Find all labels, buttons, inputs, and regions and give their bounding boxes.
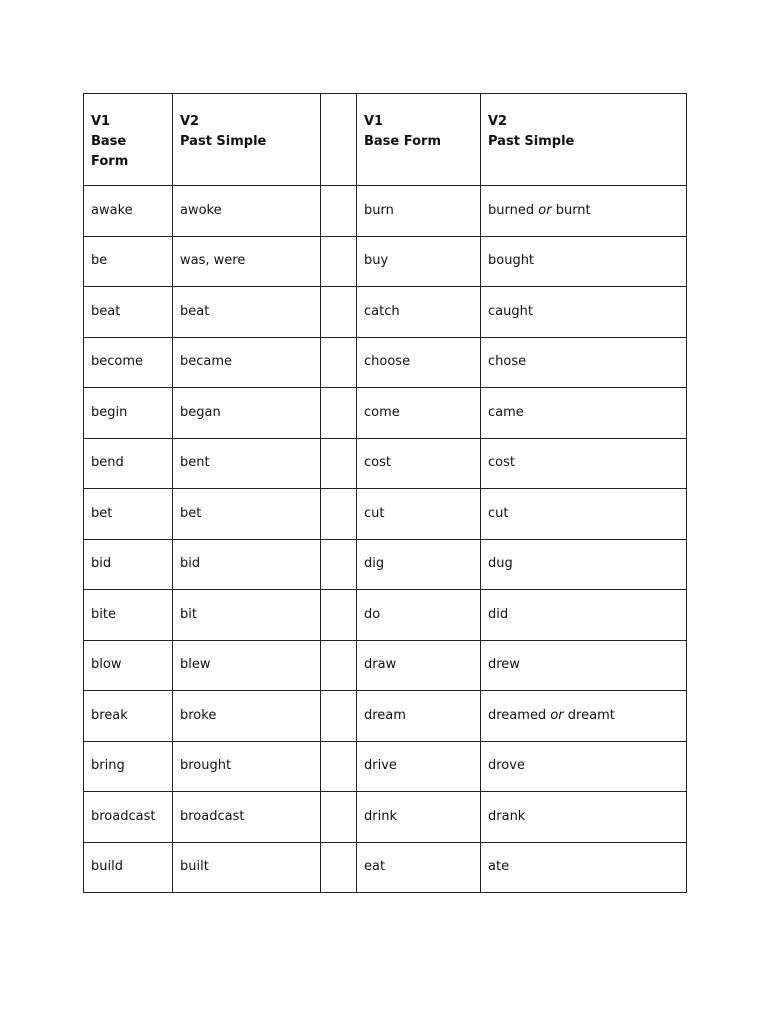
v2-past-simple-cell: broadcast [173, 792, 321, 843]
v2-past-simple-cell: caught [481, 287, 687, 338]
header-v2-left [173, 94, 321, 186]
verb-form: dreamt [567, 707, 615, 723]
spacer-cell [321, 792, 357, 843]
v2-past-simple-cell: cut [481, 489, 687, 540]
v2-past-simple-cell: began [173, 388, 321, 439]
v1-base-form-cell: bite [84, 590, 173, 641]
v2-past-simple-cell: ate [481, 842, 687, 893]
table-row [84, 337, 687, 388]
v2-past-simple-cell: cost [481, 438, 687, 489]
spacer-cell [321, 842, 357, 893]
table-row [84, 640, 687, 691]
v2-past-simple-cell [481, 186, 687, 237]
spacer-cell [321, 741, 357, 792]
v1-base-form-cell: beat [84, 287, 173, 338]
v2-past-simple-cell: bet [173, 489, 321, 540]
v1-base-form-cell: catch [357, 287, 481, 338]
v2-past-simple-cell [481, 691, 687, 742]
header-label: Past Simple [180, 134, 267, 149]
v2-past-simple-cell: became [173, 337, 321, 388]
v1-base-form-cell: drive [357, 741, 481, 792]
v1-base-form-cell: break [84, 691, 173, 742]
spacer-cell [321, 590, 357, 641]
spacer-cell [321, 236, 357, 287]
v1-base-form-cell: blow [84, 640, 173, 691]
v2-past-simple-cell: built [173, 842, 321, 893]
header-v2-right [481, 94, 687, 186]
v1-base-form-cell: build [84, 842, 173, 893]
spacer-cell [321, 640, 357, 691]
v2-past-simple-cell: did [481, 590, 687, 641]
table-header-row [84, 94, 687, 186]
v1-base-form-cell: become [84, 337, 173, 388]
v1-base-form-cell: broadcast [84, 792, 173, 843]
spacer-cell [321, 691, 357, 742]
header-label: Past Simple [488, 134, 575, 149]
table-row [84, 186, 687, 237]
v2-past-simple-cell: bid [173, 539, 321, 590]
verb-form: dreamed [488, 707, 547, 723]
table-row [84, 590, 687, 641]
v2-past-simple-cell: broke [173, 691, 321, 742]
or-connector: or [550, 707, 564, 723]
v2-past-simple-cell: dug [481, 539, 687, 590]
header-label: V2 [180, 114, 200, 129]
v2-past-simple-cell: was, were [173, 236, 321, 287]
table-row [84, 539, 687, 590]
table-row [84, 236, 687, 287]
spacer-cell [321, 94, 357, 186]
header-v1-left [84, 94, 173, 186]
v1-base-form-cell: bid [84, 539, 173, 590]
v1-base-form-cell: dig [357, 539, 481, 590]
v1-base-form-cell: choose [357, 337, 481, 388]
v1-base-form-cell: cost [357, 438, 481, 489]
table-row [84, 489, 687, 540]
v1-base-form-cell: be [84, 236, 173, 287]
header-label: V1 [91, 114, 111, 129]
v1-base-form-cell: buy [357, 236, 481, 287]
spacer-cell [321, 438, 357, 489]
v1-base-form-cell: awake [84, 186, 173, 237]
v2-past-simple-cell: drew [481, 640, 687, 691]
v1-base-form-cell: do [357, 590, 481, 641]
v1-base-form-cell: draw [357, 640, 481, 691]
v2-past-simple-cell: bit [173, 590, 321, 641]
or-connector: or [538, 202, 552, 218]
v2-past-simple-cell: bought [481, 236, 687, 287]
v2-past-simple-cell: blew [173, 640, 321, 691]
v2-past-simple-cell: chose [481, 337, 687, 388]
v2-past-simple-cell: beat [173, 287, 321, 338]
spacer-cell [321, 287, 357, 338]
table-row [84, 438, 687, 489]
header-label: V2 [488, 114, 508, 129]
spacer-cell [321, 186, 357, 237]
spacer-cell [321, 388, 357, 439]
table-row [84, 388, 687, 439]
v1-base-form-cell: eat [357, 842, 481, 893]
table-row [84, 691, 687, 742]
table-row [84, 842, 687, 893]
v1-base-form-cell: drink [357, 792, 481, 843]
table-row [84, 287, 687, 338]
verb-form: burnt [555, 202, 591, 218]
v1-base-form-cell: come [357, 388, 481, 439]
v1-base-form-cell: bring [84, 741, 173, 792]
irregular-verbs-table [83, 93, 687, 893]
header-label: Base Form [364, 134, 442, 149]
header-v1-right [357, 94, 481, 186]
v2-past-simple-cell: bent [173, 438, 321, 489]
v2-past-simple-cell: awoke [173, 186, 321, 237]
v1-base-form-cell: cut [357, 489, 481, 540]
spacer-cell [321, 489, 357, 540]
spacer-cell [321, 337, 357, 388]
v1-base-form-cell: burn [357, 186, 481, 237]
v1-base-form-cell: begin [84, 388, 173, 439]
v2-past-simple-cell: drank [481, 792, 687, 843]
v2-past-simple-cell: brought [173, 741, 321, 792]
table-row [84, 792, 687, 843]
spacer-cell [321, 539, 357, 590]
v1-base-form-cell: dream [357, 691, 481, 742]
v2-past-simple-cell: drove [481, 741, 687, 792]
header-label: V1 [364, 114, 384, 129]
v2-past-simple-cell: came [481, 388, 687, 439]
header-label: Base [91, 134, 127, 149]
v1-base-form-cell: bet [84, 489, 173, 540]
verb-form: burned [488, 202, 535, 218]
header-label: Form [91, 154, 129, 169]
v1-base-form-cell: bend [84, 438, 173, 489]
table-row [84, 741, 687, 792]
